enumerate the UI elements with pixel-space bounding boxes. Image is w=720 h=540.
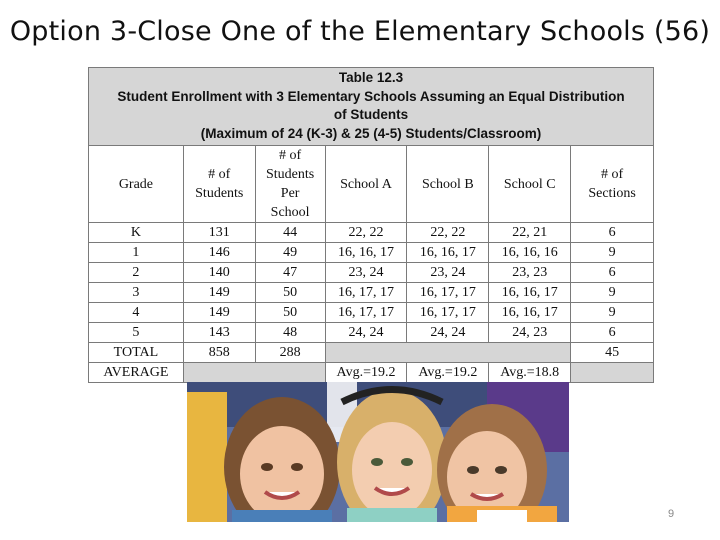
cell-school-a: 23, 24 — [325, 263, 407, 283]
cell-students: 131 — [183, 223, 255, 243]
cell-grade: 3 — [89, 283, 184, 303]
header-school-b: School B — [407, 146, 489, 223]
page-number: 9 — [668, 508, 675, 520]
cell-school-b: 24, 24 — [407, 323, 489, 343]
header-school-a: School A — [325, 146, 407, 223]
cell-sections: 6 — [571, 323, 654, 343]
average-empty-cell — [183, 363, 325, 383]
cell-school-a: 22, 22 — [325, 223, 407, 243]
cell-per-school: 50 — [255, 283, 325, 303]
cell-per-school: 50 — [255, 303, 325, 323]
cell-school-c: 24, 23 — [489, 323, 571, 343]
cell-school-a: 24, 24 — [325, 323, 407, 343]
cell-school-b: 16, 17, 17 — [407, 283, 489, 303]
cell-grade: K — [89, 223, 184, 243]
cell-per-school: 48 — [255, 323, 325, 343]
cell-sections: 9 — [571, 283, 654, 303]
cell-school-c: 16, 16, 16 — [489, 243, 571, 263]
average-school-c: Avg.=18.8 — [489, 363, 571, 383]
total-empty-cell — [325, 343, 571, 363]
cell-school-a: 16, 16, 17 — [325, 243, 407, 263]
table-header-row — [89, 146, 654, 223]
slide-title: Option 3-Close One of the Elementary Schools (56) — [9, 16, 711, 47]
cell-school-c: 16, 16, 17 — [489, 283, 571, 303]
table-caption — [89, 68, 654, 146]
header-num-students: # of Students — [183, 146, 255, 223]
cell-grade: 2 — [89, 263, 184, 283]
cell-per-school: 47 — [255, 263, 325, 283]
table-row — [89, 303, 654, 323]
header-school-c: School C — [489, 146, 571, 223]
table-row — [89, 243, 654, 263]
cell-students: 143 — [183, 323, 255, 343]
total-label: TOTAL — [89, 343, 184, 363]
cell-school-b: 22, 22 — [407, 223, 489, 243]
cell-school-c: 23, 23 — [489, 263, 571, 283]
table-row — [89, 323, 654, 343]
total-sections: 45 — [571, 343, 654, 363]
cell-school-a: 16, 17, 17 — [325, 303, 407, 323]
cell-grade: 5 — [89, 323, 184, 343]
students-photo-illustration — [187, 382, 569, 522]
total-row — [89, 343, 654, 363]
header-num-sections: # of Sections — [571, 146, 654, 223]
cell-school-c: 22, 21 — [489, 223, 571, 243]
header-grade: Grade — [89, 146, 184, 223]
cell-students: 146 — [183, 243, 255, 263]
average-label: AVERAGE — [89, 363, 184, 383]
cell-school-a: 16, 17, 17 — [325, 283, 407, 303]
cell-grade: 4 — [89, 303, 184, 323]
header-students-per-school: # of Students Per School — [255, 146, 325, 223]
table-row — [89, 283, 654, 303]
enrollment-table — [88, 67, 654, 383]
table-caption-line: of Students — [333, 107, 409, 122]
cell-sections: 9 — [571, 243, 654, 263]
cell-students: 149 — [183, 303, 255, 323]
cell-students: 149 — [183, 283, 255, 303]
total-students: 858 — [183, 343, 255, 363]
students-photo — [187, 382, 569, 522]
table-number: Table 12.3 — [338, 70, 404, 85]
cell-per-school: 44 — [255, 223, 325, 243]
average-empty-sections — [571, 363, 654, 383]
cell-school-c: 16, 16, 17 — [489, 303, 571, 323]
table-row — [89, 263, 654, 283]
table-caption-line: (Maximum of 24 (K-3) & 25 (4-5) Students/Classroom) — [200, 125, 542, 141]
table-row — [89, 223, 654, 243]
total-per-school: 288 — [255, 343, 325, 363]
cell-sections: 6 — [571, 223, 654, 243]
cell-sections: 6 — [571, 263, 654, 283]
cell-school-b: 23, 24 — [407, 263, 489, 283]
table-caption-line: Student Enrollment with 3 Elementary Schools Assuming an Equal Distribution — [117, 88, 625, 104]
cell-per-school: 49 — [255, 243, 325, 263]
cell-school-b: 16, 17, 17 — [407, 303, 489, 323]
average-row — [89, 363, 654, 383]
cell-students: 140 — [183, 263, 255, 283]
cell-grade: 1 — [89, 243, 184, 263]
cell-school-b: 16, 16, 17 — [407, 243, 489, 263]
average-school-a: Avg.=19.2 — [325, 363, 407, 383]
average-school-b: Avg.=19.2 — [407, 363, 489, 383]
cell-sections: 9 — [571, 303, 654, 323]
enrollment-table-container — [88, 67, 654, 383]
